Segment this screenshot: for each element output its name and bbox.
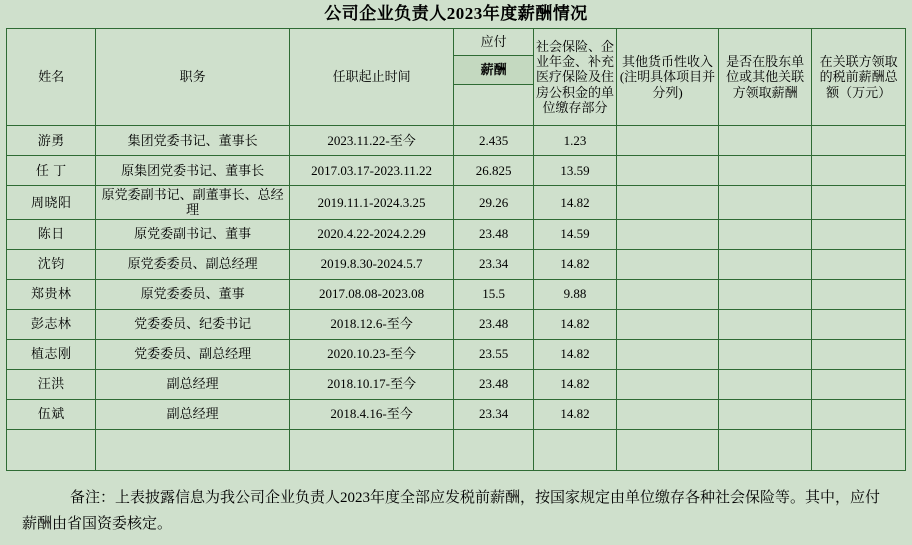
cell-social: 14.82: [533, 369, 616, 399]
cell-related: [812, 186, 906, 220]
cell-shareholder: [718, 339, 812, 369]
table-row: [7, 186, 906, 220]
table-row: [7, 399, 906, 429]
cell-social: 1.23: [533, 126, 616, 156]
cell-name: 彭志林: [7, 309, 96, 339]
cell-social: 14.82: [533, 249, 616, 279]
table-row: [7, 126, 906, 156]
cell-time: 2019.11.1-2024.3.25: [289, 186, 454, 220]
cell-payable: 23.34: [454, 399, 533, 429]
cell-other: [617, 399, 719, 429]
cell-related: [812, 219, 906, 249]
cell-empty: [812, 429, 906, 470]
cell-shareholder: [718, 219, 812, 249]
cell-time: 2019.8.30-2024.5.7: [289, 249, 454, 279]
cell-post: 原党委委员、副总经理: [96, 249, 289, 279]
cell-post: 党委委员、纪委书记: [96, 309, 289, 339]
cell-shareholder: [718, 186, 812, 220]
table-body: [7, 126, 906, 471]
header-payable: 应付: [454, 29, 533, 56]
table-row: [7, 156, 906, 186]
cell-other: [617, 309, 719, 339]
header-name: 姓名: [7, 29, 96, 126]
table-row: [7, 279, 906, 309]
cell-post: 原集团党委书记、董事长: [96, 156, 289, 186]
cell-name: 汪洪: [7, 369, 96, 399]
cell-name: 周晓阳: [7, 186, 96, 220]
cell-social: 14.82: [533, 399, 616, 429]
cell-time: 2017.08.08-2023.08: [289, 279, 454, 309]
cell-related: [812, 339, 906, 369]
cell-social: 9.88: [533, 279, 616, 309]
cell-related: [812, 309, 906, 339]
cell-payable: 23.48: [454, 219, 533, 249]
cell-social: 13.59: [533, 156, 616, 186]
cell-other: [617, 156, 719, 186]
cell-name: 游勇: [7, 126, 96, 156]
cell-shareholder: [718, 309, 812, 339]
header-post: 职务: [96, 29, 289, 126]
cell-payable: 2.435: [454, 126, 533, 156]
cell-related: [812, 156, 906, 186]
header-other-income: 其他货币性收入(注明具体项目并分列): [617, 29, 719, 126]
cell-shareholder: [718, 249, 812, 279]
cell-time: 2017.03.17-2023.11.22: [289, 156, 454, 186]
table-row: [7, 249, 906, 279]
cell-post: 原党委副书记、副董事长、总经理: [96, 186, 289, 220]
table-row: [7, 309, 906, 339]
cell-time: 2020.10.23-至今: [289, 339, 454, 369]
cell-shareholder: [718, 156, 812, 186]
cell-empty: [454, 429, 533, 470]
cell-time: 2023.11.22-至今: [289, 126, 454, 156]
cell-shareholder: [718, 399, 812, 429]
cell-other: [617, 279, 719, 309]
cell-other: [617, 126, 719, 156]
cell-social: 14.59: [533, 219, 616, 249]
cell-empty: [7, 429, 96, 470]
cell-empty: [533, 429, 616, 470]
table-head: [7, 29, 906, 126]
cell-name: 任 丁: [7, 156, 96, 186]
cell-shareholder: [718, 279, 812, 309]
cell-empty: [617, 429, 719, 470]
salary-table: [6, 28, 906, 471]
cell-post: 党委委员、副总经理: [96, 339, 289, 369]
cell-name: 陈日: [7, 219, 96, 249]
page-title: 公司企业负责人2023年度薪酬情况: [324, 4, 588, 23]
header-payable-salary: 薪酬: [454, 56, 533, 85]
cell-social: 14.82: [533, 309, 616, 339]
table-row: [7, 369, 906, 399]
cell-other: [617, 249, 719, 279]
cell-related: [812, 279, 906, 309]
cell-payable: 15.5: [454, 279, 533, 309]
cell-time: 2020.4.22-2024.2.29: [289, 219, 454, 249]
cell-payable: 23.48: [454, 369, 533, 399]
cell-name: 郑贵林: [7, 279, 96, 309]
cell-related: [812, 399, 906, 429]
cell-related: [812, 249, 906, 279]
cell-related: [812, 126, 906, 156]
cell-time: 2018.10.17-至今: [289, 369, 454, 399]
cell-time: 2018.12.6-至今: [289, 309, 454, 339]
cell-payable: 23.48: [454, 309, 533, 339]
cell-social: 14.82: [533, 186, 616, 220]
cell-name: 伍斌: [7, 399, 96, 429]
cell-empty: [289, 429, 454, 470]
header-shareholder-pay: 是否在股东单位或其他关联方领取薪酬: [718, 29, 812, 126]
cell-post: 集团党委书记、董事长: [96, 126, 289, 156]
cell-related: [812, 369, 906, 399]
cell-name: 植志刚: [7, 339, 96, 369]
cell-other: [617, 186, 719, 220]
cell-social: 14.82: [533, 339, 616, 369]
header-related-party-pay: 在关联方领取的税前薪酬总额（万元）: [812, 29, 906, 126]
header-social: 社会保险、企业年金、补充医疗保险及住房公积金的单位缴存部分: [533, 29, 616, 126]
cell-post: 副总经理: [96, 369, 289, 399]
table-row-blank: [7, 429, 906, 470]
cell-name: 沈钧: [7, 249, 96, 279]
table-row: [7, 219, 906, 249]
cell-empty: [96, 429, 289, 470]
cell-post: 原党委副书记、董事: [96, 219, 289, 249]
cell-payable: 23.34: [454, 249, 533, 279]
header-payable-spacer: [454, 85, 533, 126]
cell-payable: 23.55: [454, 339, 533, 369]
cell-empty: [718, 429, 812, 470]
cell-other: [617, 219, 719, 249]
cell-payable: 26.825: [454, 156, 533, 186]
cell-post: 副总经理: [96, 399, 289, 429]
table-row: [7, 339, 906, 369]
cell-other: [617, 339, 719, 369]
cell-shareholder: [718, 126, 812, 156]
cell-payable: 29.26: [454, 186, 533, 220]
cell-other: [617, 369, 719, 399]
table-note: 备注：上表披露信息为我公司企业负责人2023年度全部应发税前薪酬，按国家规定由单位缴存各种社会保险等。其中，应付薪酬由省国资委核定。: [22, 489, 881, 532]
cell-time: 2018.4.16-至今: [289, 399, 454, 429]
header-time: 任职起止时间: [289, 29, 454, 126]
cell-post: 原党委委员、董事: [96, 279, 289, 309]
cell-shareholder: [718, 369, 812, 399]
